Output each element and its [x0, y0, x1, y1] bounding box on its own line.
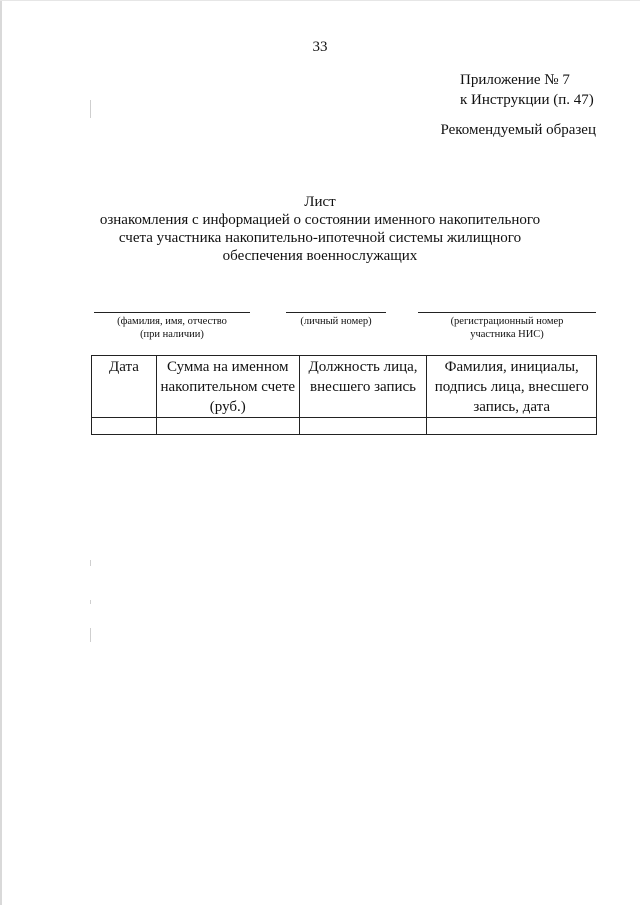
- title-line-3: счета участника накопительно-ипотечной системы жилищного: [118, 230, 522, 246]
- record-table: [91, 355, 597, 435]
- table-cell-amount: [156, 418, 299, 435]
- document-title: [80, 193, 560, 265]
- appendix-line-2: к Инструкции (п. 47): [460, 92, 594, 108]
- registration-number-caption: [418, 315, 596, 341]
- appendix-line-1: Приложение № 7: [460, 72, 570, 88]
- scan-speck: [90, 628, 91, 642]
- personal-number-caption: (личный номер): [300, 316, 372, 327]
- registration-number-line: [418, 312, 596, 313]
- name-caption: [94, 315, 250, 341]
- scan-speck: [90, 600, 91, 604]
- header-position: Должность лица, внесшего запись: [299, 356, 427, 418]
- title-line-1: Лист: [304, 194, 336, 210]
- name-signature-line: [94, 312, 250, 313]
- sample-label: Рекомендуемый образец: [440, 122, 596, 138]
- title-line-2: ознакомления с информацией о состоянии именного накопительного: [99, 212, 541, 228]
- table-header-row: [92, 356, 597, 418]
- page-number: 33: [312, 39, 328, 55]
- personal-number-line: [286, 312, 386, 313]
- scan-edge-top: [0, 0, 640, 1]
- title-line-4: обеспечения военнослужащих: [222, 248, 418, 264]
- header-signature: Фамилия, инициалы, подпись лица, внесшего запись, дата: [427, 356, 597, 418]
- table-cell-signature: [427, 418, 597, 435]
- table-cell-position: [299, 418, 427, 435]
- registration-caption-line-2: участника НИС): [470, 329, 544, 340]
- header-amount: Сумма на именном накопительном счете (руб.): [156, 356, 299, 418]
- registration-caption-line-1: (регистрационный номер: [450, 316, 564, 327]
- scan-speck: [90, 100, 91, 118]
- table-row: [92, 418, 597, 435]
- name-caption-line-1: (фамилия, имя, отчество: [117, 316, 227, 327]
- table-cell-date: [92, 418, 157, 435]
- scan-edge-left: [0, 0, 2, 905]
- appendix-reference: [460, 70, 594, 110]
- name-caption-line-2: (при наличии): [140, 329, 204, 340]
- scan-speck: [90, 560, 91, 566]
- header-date: Дата: [92, 356, 157, 418]
